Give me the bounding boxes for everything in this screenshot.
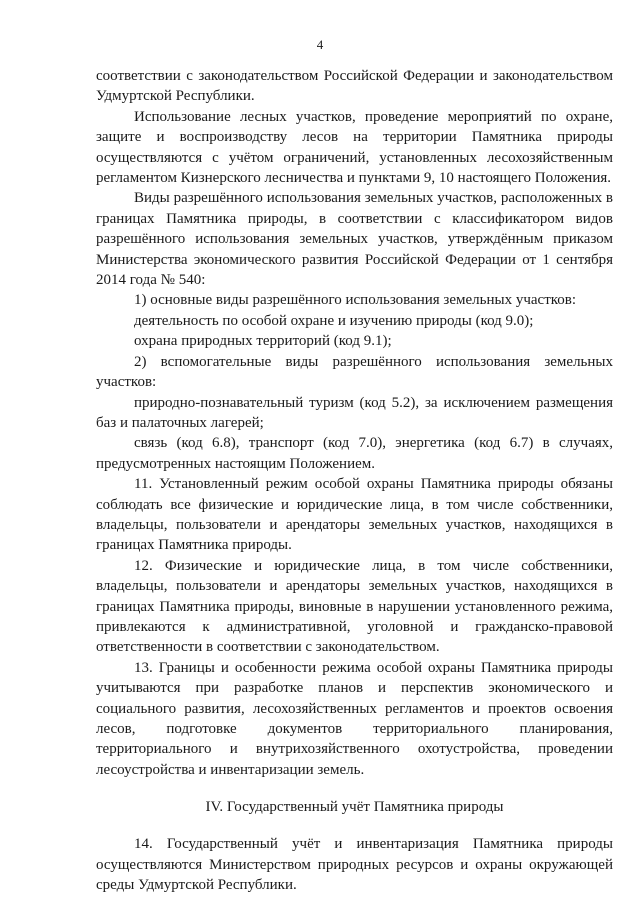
paragraph-code-5-2: природно-познавательный туризм (код 5.2), за исключением размещения баз и палаточных лагерей; — [96, 394, 613, 431]
paragraph-forest-use: Использование лесных участков, проведение мероприятий по охране, защите и воспроизводству лесов на территории Памятника природы осуществляются с учётом ограничений, установленных лесохозяйственным регламентом Кизнерского лесничества и пунктами 9, 10 настоящего Положения. — [96, 108, 613, 187]
paragraph-land-use-types: Виды разрешённого использования земельных участков, расположенных в границах Памятника природы, в соответствии с классификатором видов разрешённого использования земельных участков, утверждённым приказом Министерства экономического развития Российской Федерации от 1 сентября 2014 года № 540: — [96, 190, 613, 289]
paragraph-continuation: соответствии с законодательством Российской Федерации и законодательством Удмуртской Республики. — [96, 68, 613, 105]
paragraph-13: 13. Границы и особенности режима особой охраны Памятника природы учитываются при разработке планов и перспектив экономического и социального развития, лесохозяйственных регламентов и проектов освоения лесов, подготовке документов территориального планирования, территориального и внутрихозяйственного охотустройства, проведении лесоустройства и инвентаризации земель. — [96, 659, 613, 778]
section-heading: IV. Государственный учёт Памятника природы — [205, 799, 504, 816]
paragraph-11: 11. Установленный режим особой охраны Памятника природы обязаны соблюдать все физические и юридические лица, в том числе собственники, владельцы, пользователи и арендаторы земельных участков, находящихся в границах Памятника природы. — [96, 476, 613, 554]
page-number: 4 — [316, 37, 324, 52]
paragraph-code-9-0: деятельность по особой охране и изучению природы (код 9.0); — [134, 312, 534, 329]
paragraph-14: 14. Государственный учёт и инвентаризация Памятника природы осуществляются Министерством природных ресурсов и охраны окружающей среды Удмуртской Республики. — [96, 836, 613, 894]
paragraphs-before — [96, 66, 613, 780]
paragraphs-after — [96, 834, 613, 895]
paragraph-12: 12. Физические и юридические лица, в том числе собственники, владельцы, пользователи и арендаторы земельных участков, находящихся в границах Памятника природы, виновные в нарушении установленного режима, привлекаются к административной, уголовной и гражданско-правовой ответственности в соответствии с законодательством. — [96, 557, 613, 656]
paragraph-codes-6-8-7-0-6-7: связь (код 6.8), транспорт (код 7.0), энергетика (код 6.7) в случаях, предусмотренных настоящим Положением. — [96, 435, 613, 472]
paragraph-auxiliary-use-types: 2) вспомогательные виды разрешённого использования земельных участков: — [96, 353, 613, 391]
document-body — [96, 66, 613, 895]
paragraph-main-use-types: 1) основные виды разрешённого использования земельных участков: — [134, 292, 577, 309]
paragraph-code-9-1: охрана природных территорий (код 9.1); — [134, 333, 392, 350]
